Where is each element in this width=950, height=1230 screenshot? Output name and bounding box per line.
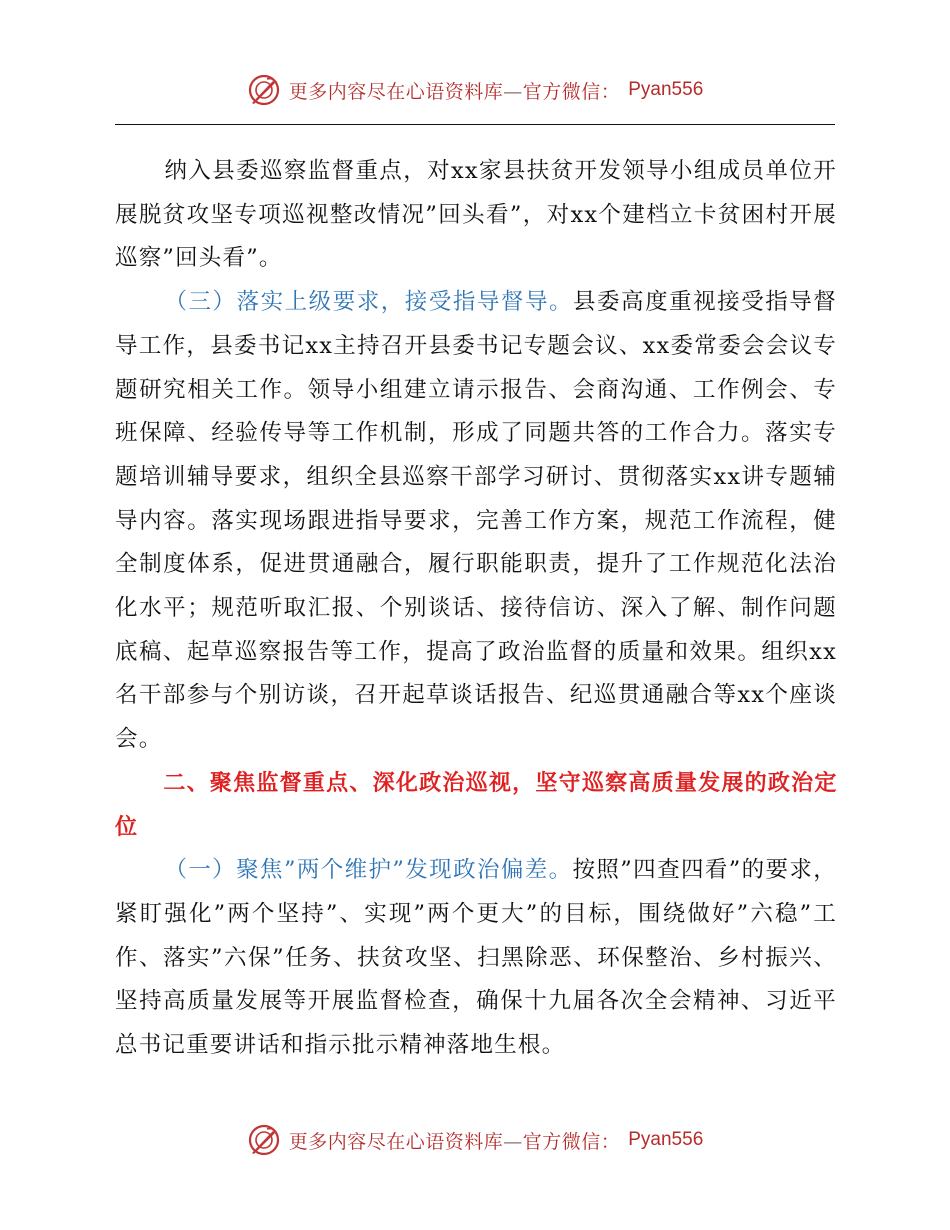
paragraph-3 <box>115 849 837 1068</box>
section-heading-2: 二、聚焦监督重点、深化政治巡视，坚守巡察高质量发展的政治定位 <box>115 770 837 840</box>
paragraph-3-body: 按照”四查四看”的要求，紧盯强化”两个坚持”、实现”两个更大”的目标，围绕做好”六稳”工作、落实”六保”任务、扶贫攻坚、扫黑除恶、环保整治、乡村振兴、坚持高质量发展等开展监督检查，确保十九届各次全会精神、习近平总书记重要讲话和指示批示精神落地生根。 <box>115 857 838 1059</box>
header-watermark <box>0 70 950 110</box>
document-body <box>115 150 837 1068</box>
watermark-wechat-id: Pyan556 <box>628 79 704 100</box>
header-rule <box>115 124 835 125</box>
paragraph-2 <box>115 281 837 762</box>
subheading-3: （三）落实上级要求，接受指导督导。 <box>164 289 573 316</box>
watermark-wechat-id: Pyan556 <box>628 1129 704 1150</box>
paragraph-2-body: 县委高度重视接受指导督导工作，县委书记xx主持召开县委书记专题会议、xx委常委会会议专题研究相关工作。领导小组建立请示报告、会商沟通、工作例会、专班保障、经验传导等工作机制，形成了同题共答的工作合力。落实专题培训辅导要求，组织全县巡察干部学习研讨、贯彻落实xx讲专题辅导内容。落实现场跟进指导要求，完善工作方案，规范工作流程，健全制度体系，促进贯通融合，履行职能职责，提升了工作规范化法治化水平；规范听取汇报、个别谈话、接待信访、深入了解、制作问题底稿、起草巡察报告等工作，提高了政治监督的质量和效果。组织xx名干部参与个别访谈，召开起草谈话报告、纪巡贯通融合等xx个座谈会。 <box>115 289 837 753</box>
watermark-text: 更多内容尽在心语资料库—官方微信： <box>288 80 621 103</box>
footer-watermark <box>0 1120 950 1160</box>
logo-icon <box>247 73 281 107</box>
subheading-1: （一）聚焦”两个维护”发现政治偏差。 <box>164 857 573 884</box>
watermark-text: 更多内容尽在心语资料库—官方微信： <box>288 1130 621 1153</box>
logo-icon <box>247 1123 281 1157</box>
paragraph-1: 纳入县委巡察监督重点，对xx家县扶贫开发领导小组成员单位开展脱贫攻坚专项巡视整改情况”回头看”，对xx个建档立卡贫困村开展巡察”回头看”。 <box>115 158 837 272</box>
